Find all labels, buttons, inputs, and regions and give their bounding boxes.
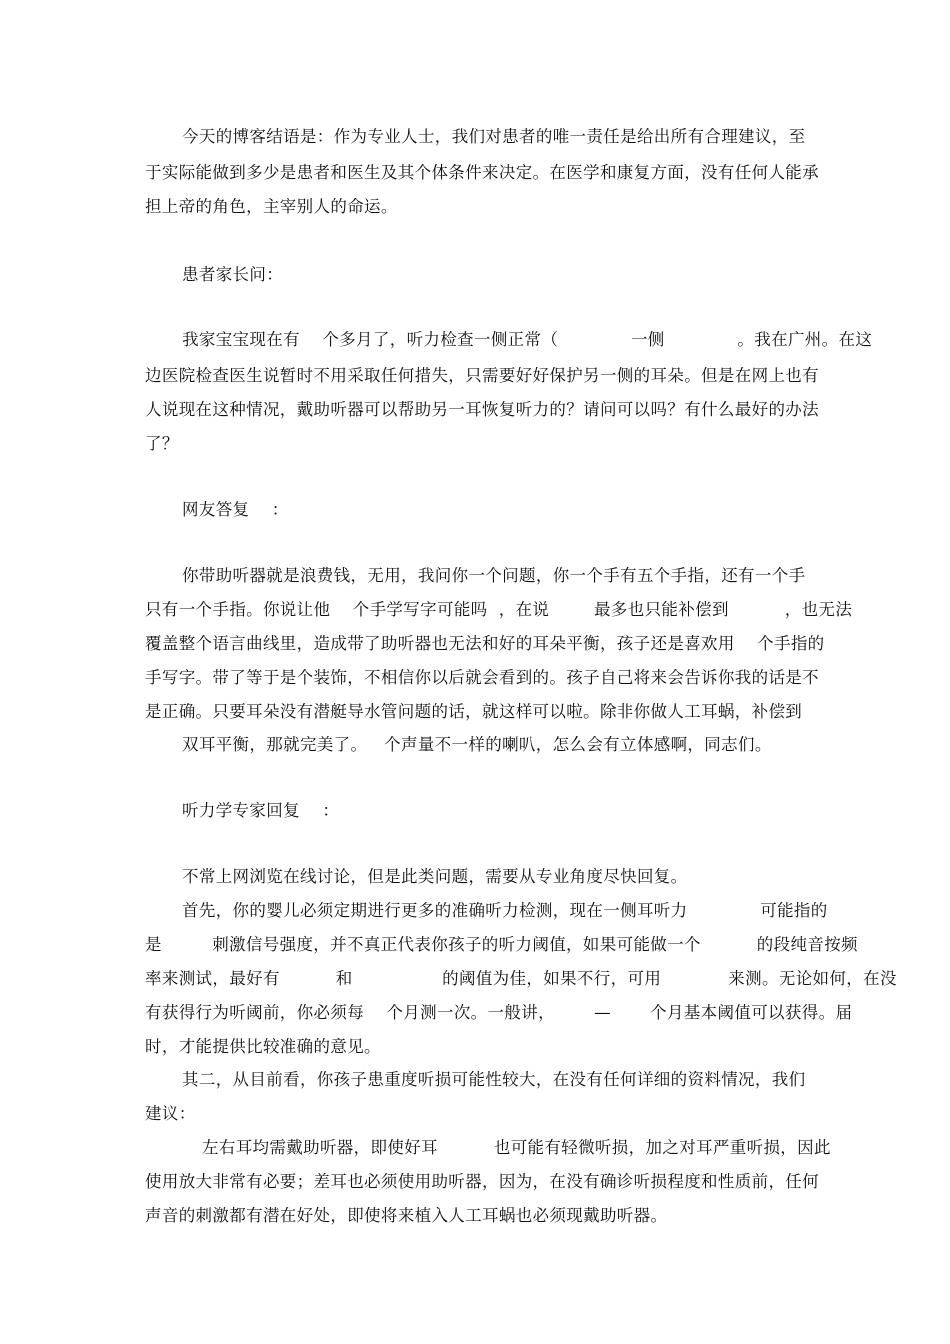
expert-recommendation-line-3: 声音的刺激都有潜在好处，即使将来植入人工耳蜗也必须现戴助听器。 — [145, 1206, 668, 1225]
expert-reply-first-line-3: 率来测试，最好有 和 的阈值为佳，如果不行，可用 来测。无论如何，在没 — [145, 969, 897, 988]
expert-recommendation-line-1: 左右耳均需戴助听器，即使好耳 也可能有轻微听损，加之对耳严重听损，因此 — [202, 1138, 831, 1157]
netizen-reply-line-4: 手写字。带了等于是个装饰，不相信你以后就会看到的。孩子自己将来会告诉你我的话是不 — [145, 668, 819, 687]
netizen-reply-heading: 网友答复 ： — [182, 500, 289, 519]
parent-question-line-2: 边医院检查医生说暂时不用采取任何措失，只需要好好保护另一侧的耳朵。但是在网上也有 — [145, 366, 819, 385]
netizen-reply-line-3: 覆盖整个语言曲线里，造成带了助听器也无法和好的耳朵平衡，孩子还是喜欢用 个手指的 — [145, 634, 825, 653]
netizen-reply-line-5: 是正确。只要耳朵没有潜艇导水管问题的话，就这样可以啦。除非你做人工耳蜗，补偿到 — [145, 702, 803, 721]
expert-reply-first-line-2: 是 刺激信号强度，并不真正代表你孩子的听力阈值，如果可能做一个 的段纯音按频 — [145, 935, 858, 954]
closing-remark-line-3: 担上帝的角色，主宰别人的命运。 — [145, 197, 398, 216]
expert-reply-second-line-1: 其二，从目前看，你孩子患重度听损可能性较大，在没有任何详细的资料情况，我们 — [182, 1070, 806, 1089]
netizen-reply-line-6: 双耳平衡，那就完美了。 个声量不一样的喇叭，怎么会有立体感啊，同志们。 — [182, 735, 772, 754]
expert-reply-intro: 不常上网浏览在线讨论，但是此类问题，需要从专业角度尽快回复。 — [182, 867, 688, 886]
expert-reply-first-line-5: 时，才能提供比较准确的意见。 — [145, 1037, 381, 1056]
expert-reply-second-line-2: 建议： — [145, 1104, 196, 1123]
expert-reply-heading: 听力学专家回复 ： — [182, 801, 340, 820]
expert-reply-first-line-4: 有获得行为听阈前，你必须每 个月测一次。一般讲， — 个月基本阈值可以获得。届 — [145, 1003, 853, 1022]
closing-remark-line-2: 于实际能做到多少是患者和医生及其个体条件来决定。在医学和康复方面，没有任何人能承 — [145, 163, 819, 182]
parent-question-line-1: 我家宝宝现在有 个多月了，听力检查一侧正常（ 一侧 。我在广州。在这 — [182, 330, 873, 349]
parent-question-line-3: 人说现在这种情况，戴助听器可以帮助另一耳恢复听力的？请问可以吗？有什么最好的办法 — [145, 400, 819, 419]
netizen-reply-line-1: 你带助听器就是浪费钱，无用，我问你一个问题，你一个手有五个手指，还有一个手 — [182, 566, 806, 585]
expert-recommendation-line-2: 使用放大非常有必要；差耳也必须使用助听器，因为，在没有确诊听损程度和性质前，任何 — [145, 1172, 819, 1191]
closing-remark-line-1: 今天的博客结语是：作为专业人士，我们对患者的唯一责任是给出所有合理建议，至 — [182, 127, 806, 146]
netizen-reply-line-2: 只有一个手指。你说让他 个手学写字可能吗 ，在说 最多也只能补偿到 ，也无法 — [145, 600, 853, 619]
parent-question-line-4: 了？ — [145, 434, 179, 453]
parent-question-heading: 患者家长问： — [182, 265, 284, 284]
expert-reply-first-line-1: 首先，你的婴儿必须定期进行更多的准确听力检测，现在一侧耳听力 可能指的 — [182, 901, 828, 920]
